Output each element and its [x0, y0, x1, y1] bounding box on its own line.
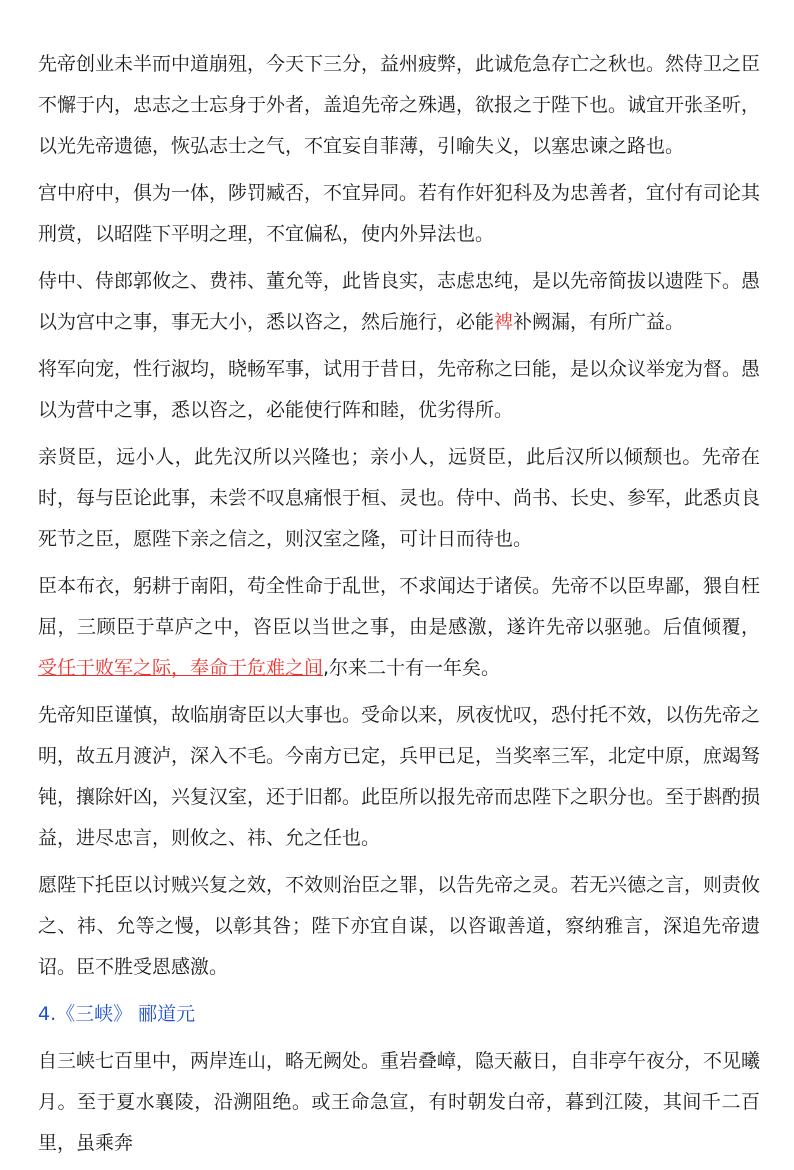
paragraph-6-text-a: 臣本布衣，躬耕于南阳，苟全性命于乱世，不求闻达于诸侯。先帝不以臣卑鄙，猥自枉屈，三顾臣于草庐之中，咨臣以当世之事，由是感激，遂许先帝以驱驰。后值倾覆， [38, 575, 761, 638]
paragraph-1: 先帝创业未半而中道崩殂，今天下三分，益州疲弊，此诚危急存亡之秋也。然侍卫之臣不懈于内，忠志之士忘身于外者，盖追先帝之殊遇，欲报之于陛下也。诚宜开张圣听，以光先帝遗德，恢弘志士之气，不宜妄自菲薄，引喻失义，以塞忠谏之路也。 [38, 53, 761, 157]
paragraph-8: 愿陛下托臣以讨贼兴复之效，不效则治臣之罪，以告先帝之灵。若无兴德之言，则责攸之、祎、允等之慢，以彰其咎；陛下亦宜自谋，以咨诹善道，察纳雅言，深追先帝遗诏。臣不胜受恩感激。 [38, 874, 761, 978]
highlighted-phrase: 受任于败军之际，奉命于危难之间 [38, 657, 324, 679]
highlighted-character: 裨 [494, 311, 514, 333]
document-page [38, 44, 760, 1170]
paragraph-6-text-b: ,尔来二十有一年矣。 [323, 657, 501, 679]
paragraph-3-text-a: 侍中、侍郎郭攸之、费祎、董允等，此皆良实，志虑忠纯，是以先帝简拔以遗陛下。愚以为宫中之事，事无大小，悉以咨之，然后施行，必能 [38, 270, 761, 333]
sanxia-paragraph: 自三峡七百里中，两岸连山，略无阙处。重岩叠嶂，隐天蔽日，自非亭午夜分，不见曦月。至于夏水襄陵，沿溯阻绝。或王命急宣，有时朝发白帝，暮到江陵，其间千二百里，虽乘奔 [38, 1050, 761, 1154]
section-heading: 4.《三峡》 郦道元 [38, 1003, 196, 1025]
paragraph-5: 亲贤臣，远小人，此先汉所以兴隆也；亲小人，远贤臣，此后汉所以倾颓也。先帝在时，每与臣论此事，未尝不叹息痛恨于桓、灵也。侍中、尚书、长史、参军，此悉贞良死节之臣，愿陛下亲之信之，则汉室之隆，可计日而待也。 [38, 446, 761, 550]
paragraph-3 [38, 261, 760, 343]
paragraph-3-text-b: 补阙漏，有所广益。 [513, 311, 685, 333]
paragraph-6 [38, 566, 760, 689]
paragraph-7: 先帝知臣谨慎，故临崩寄臣以大事也。受命以来，夙夜忧叹，恐付托不效，以伤先帝之明，故五月渡泸，深入不毛。今南方已定，兵甲已足，当奖率三军，北定中原，庶竭驽钝，攘除奸凶，兴复汉室，还于旧都。此臣所以报先帝而忠陛下之职分也。至于斟酌损益，进尽忠言，则攸之、祎、允之任也。 [38, 704, 761, 849]
paragraph-2: 宫中府中，俱为一体，陟罚臧否，不宜异同。若有作奸犯科及为忠善者，宜付有司论其刑赏，以昭陛下平明之理，不宜偏私，使内外异法也。 [38, 182, 761, 245]
paragraph-4: 将军向宠，性行淑均，晓畅军事，试用于昔日，先帝称之曰能，是以众议举宠为督。愚以为营中之事，悉以咨之，必能使行阵和睦，优劣得所。 [38, 358, 761, 421]
